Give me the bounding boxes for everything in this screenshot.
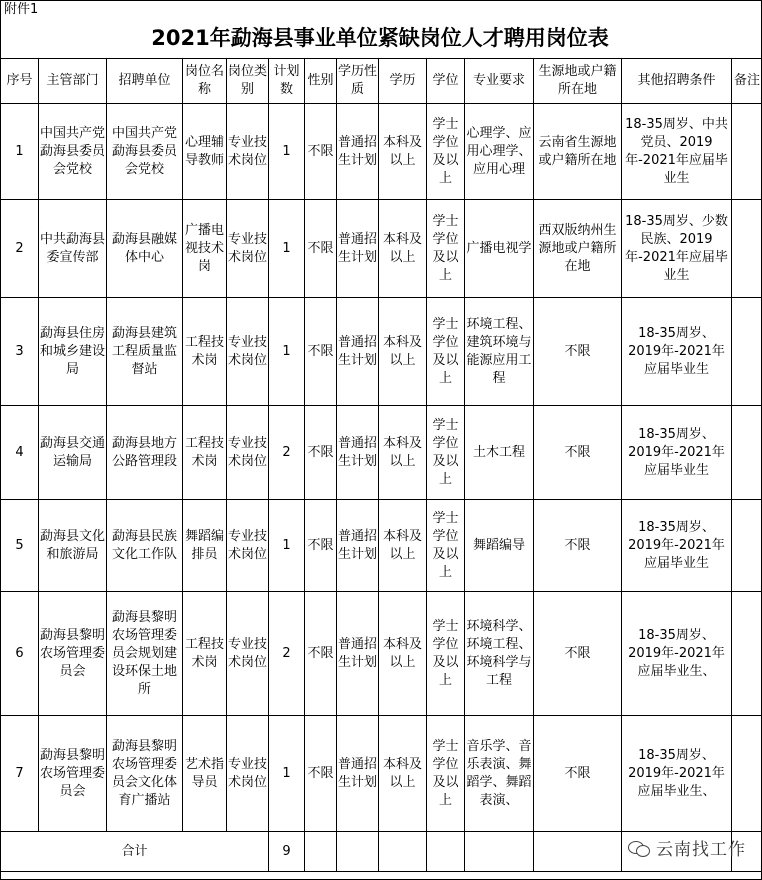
table-cell: 勐海县黎明农场管理委员会: [39, 592, 107, 716]
table-cell: 18-35周岁、中共党员、2019年-2021年应届毕业生: [622, 104, 732, 200]
table-cell: 专业技术岗位: [227, 298, 269, 406]
table-cell: [732, 406, 762, 500]
table-cell: 18-35周岁、2019年-2021年应届毕业生: [622, 500, 732, 592]
table-cell: 2: [1, 200, 39, 298]
attachment-label: 附件1: [4, 2, 39, 17]
table-cell: 普通招生计划: [337, 500, 379, 592]
header-cell: 备注: [732, 59, 762, 104]
total-label: 合计: [1, 832, 269, 872]
total-empty-cell: [427, 832, 465, 872]
table-cell: 学士学位及以上: [427, 200, 465, 298]
total-empty-cell: [379, 832, 427, 872]
table-cell: 1: [1, 104, 39, 200]
table-cell: 学士学位及以上: [427, 406, 465, 500]
table-cell: 专业技术岗位: [227, 500, 269, 592]
header-cell: 生源地或户籍所在地: [534, 59, 622, 104]
table-row: [1, 592, 762, 716]
table-cell: [732, 104, 762, 200]
table-cell: 工程技术岗: [183, 406, 227, 500]
header-cell: 性别: [305, 59, 337, 104]
table-cell: 中共勐海县委宣传部: [39, 200, 107, 298]
table-row: [1, 104, 762, 200]
table-cell: 1: [269, 500, 305, 592]
table-cell: 普通招生计划: [337, 104, 379, 200]
table-cell: 不限: [305, 500, 337, 592]
table-cell: 18-35周岁、少数民族、2019年-2021年应届毕业生: [622, 200, 732, 298]
table-cell: 18-35周岁、2019年-2021年应届毕业生、: [622, 716, 732, 832]
header-cell: 主管部门: [39, 59, 107, 104]
table-cell: 不限: [305, 592, 337, 716]
table-cell: [732, 592, 762, 716]
header-cell: 岗位类别: [227, 59, 269, 104]
position-table: [0, 58, 762, 872]
header-cell: 岗位名称: [183, 59, 227, 104]
table-cell: 专业技术岗位: [227, 716, 269, 832]
table-cell: 7: [1, 716, 39, 832]
table-cell: 学士学位及以上: [427, 298, 465, 406]
header-cell: 其他招聘条件: [622, 59, 732, 104]
table-cell: 勐海县黎明农场管理委员会规划建设环保土地所: [107, 592, 183, 716]
table-cell: 专业技术岗位: [227, 104, 269, 200]
header-cell: 学位: [427, 59, 465, 104]
table-cell: 广播电视技术岗: [183, 200, 227, 298]
page-title: 2021年勐海县事业单位紧缺岗位人才聘用岗位表: [151, 26, 609, 50]
table-cell: 土木工程: [465, 406, 534, 500]
header-cell: 序号: [1, 59, 39, 104]
table-cell: 舞蹈编导: [465, 500, 534, 592]
table-cell: 本科及以上: [379, 716, 427, 832]
table-row: [1, 298, 762, 406]
header-cell: 学历性质: [337, 59, 379, 104]
table-cell: 不限: [534, 298, 622, 406]
total-empty-cell: [465, 832, 534, 872]
table-cell: 本科及以上: [379, 500, 427, 592]
table-cell: 不限: [534, 406, 622, 500]
header-cell: 招聘单位: [107, 59, 183, 104]
table-cell: [732, 500, 762, 592]
table-cell: 3: [1, 298, 39, 406]
header-cell: 计划数: [269, 59, 305, 104]
table-cell: 18-35周岁、2019年-2021年应届毕业生: [622, 406, 732, 500]
total-empty-cell: [337, 832, 379, 872]
table-cell: 广播电视学: [465, 200, 534, 298]
table-cell: [732, 200, 762, 298]
table-cell: 西双版纳州生源地或户籍所在地: [534, 200, 622, 298]
table-cell: 不限: [305, 104, 337, 200]
table-cell: 普通招生计划: [337, 298, 379, 406]
table-cell: 本科及以上: [379, 406, 427, 500]
table-cell: 勐海县地方公路管理段: [107, 406, 183, 500]
table-cell: 普通招生计划: [337, 592, 379, 716]
table-cell: 环境科学、环境工程、环境科学与工程: [465, 592, 534, 716]
wechat-icon: [628, 839, 650, 857]
table-cell: 1: [269, 104, 305, 200]
table-cell: [732, 716, 762, 832]
table-cell: 勐海县文化和旅游局: [39, 500, 107, 592]
table-cell: 舞蹈编排员: [183, 500, 227, 592]
table-cell: 专业技术岗位: [227, 592, 269, 716]
table-cell: 5: [1, 500, 39, 592]
table-cell: 勐海县融媒体中心: [107, 200, 183, 298]
header-cell: 学历: [379, 59, 427, 104]
table-cell: 专业技术岗位: [227, 406, 269, 500]
total-empty-cell: [305, 832, 337, 872]
table-cell: [732, 298, 762, 406]
table-cell: 普通招生计划: [337, 406, 379, 500]
table-cell: 学士学位及以上: [427, 500, 465, 592]
table-cell: 1: [269, 716, 305, 832]
table-cell: 不限: [305, 298, 337, 406]
header-cell: 专业要求: [465, 59, 534, 104]
table-cell: 6: [1, 592, 39, 716]
table-cell: 勐海县黎明农场管理委员会: [39, 716, 107, 832]
table-cell: 本科及以上: [379, 104, 427, 200]
table-cell: 学士学位及以上: [427, 716, 465, 832]
table-cell: 1: [269, 298, 305, 406]
watermark-text: 云南找工作: [656, 840, 746, 860]
total-empty-cell: [534, 832, 622, 872]
table-cell: 勐海县建筑工程质量监督站: [107, 298, 183, 406]
table-cell: 环境工程、建筑环境与能源应用工程: [465, 298, 534, 406]
table-cell: 1: [269, 200, 305, 298]
table-cell: 不限: [534, 592, 622, 716]
table-cell: 18-35周岁、2019年-2021年应届毕业生、: [622, 592, 732, 716]
table-cell: 本科及以上: [379, 298, 427, 406]
table-cell: 勐海县民族文化工作队: [107, 500, 183, 592]
table-cell: 云南省生源地或户籍所在地: [534, 104, 622, 200]
table-row: [1, 500, 762, 592]
table-cell: 学士学位及以上: [427, 592, 465, 716]
table-cell: 勐海县住房和城乡建设局: [39, 298, 107, 406]
table-cell: 艺术指导员: [183, 716, 227, 832]
table-cell: 本科及以上: [379, 592, 427, 716]
table-cell: 普通招生计划: [337, 200, 379, 298]
table-cell: 不限: [534, 716, 622, 832]
table-cell: 勐海县黎明农场管理委员会文化体育广播站: [107, 716, 183, 832]
table-cell: 不限: [534, 500, 622, 592]
table-cell: 4: [1, 406, 39, 500]
table-cell: 2: [269, 592, 305, 716]
table-cell: 工程技术岗: [183, 592, 227, 716]
table-cell: 音乐学、音乐表演、舞蹈学、舞蹈表演、: [465, 716, 534, 832]
table-cell: 学士学位及以上: [427, 104, 465, 200]
table-cell: 不限: [305, 716, 337, 832]
total-count: 9: [269, 832, 305, 872]
table-row: [1, 716, 762, 832]
watermark: [628, 835, 746, 860]
table-cell: 中国共产党勐海县委员会党校: [107, 104, 183, 200]
table-cell: 心理辅导教师: [183, 104, 227, 200]
table-cell: 勐海县交通运输局: [39, 406, 107, 500]
table-cell: 不限: [305, 200, 337, 298]
table-cell: 心理学、应用心理学、应用心理: [465, 104, 534, 200]
table-cell: 不限: [305, 406, 337, 500]
table-header-row: [1, 59, 762, 104]
table-row: [1, 200, 762, 298]
table-cell: 专业技术岗位: [227, 200, 269, 298]
table-cell: 本科及以上: [379, 200, 427, 298]
table-cell: 18-35周岁、2019年-2021年应届毕业生: [622, 298, 732, 406]
table-cell: 工程技术岗: [183, 298, 227, 406]
table-cell: 普通招生计划: [337, 716, 379, 832]
table-cell: 中国共产党勐海县委员会党校: [39, 104, 107, 200]
table-row: [1, 406, 762, 500]
table-cell: 2: [269, 406, 305, 500]
